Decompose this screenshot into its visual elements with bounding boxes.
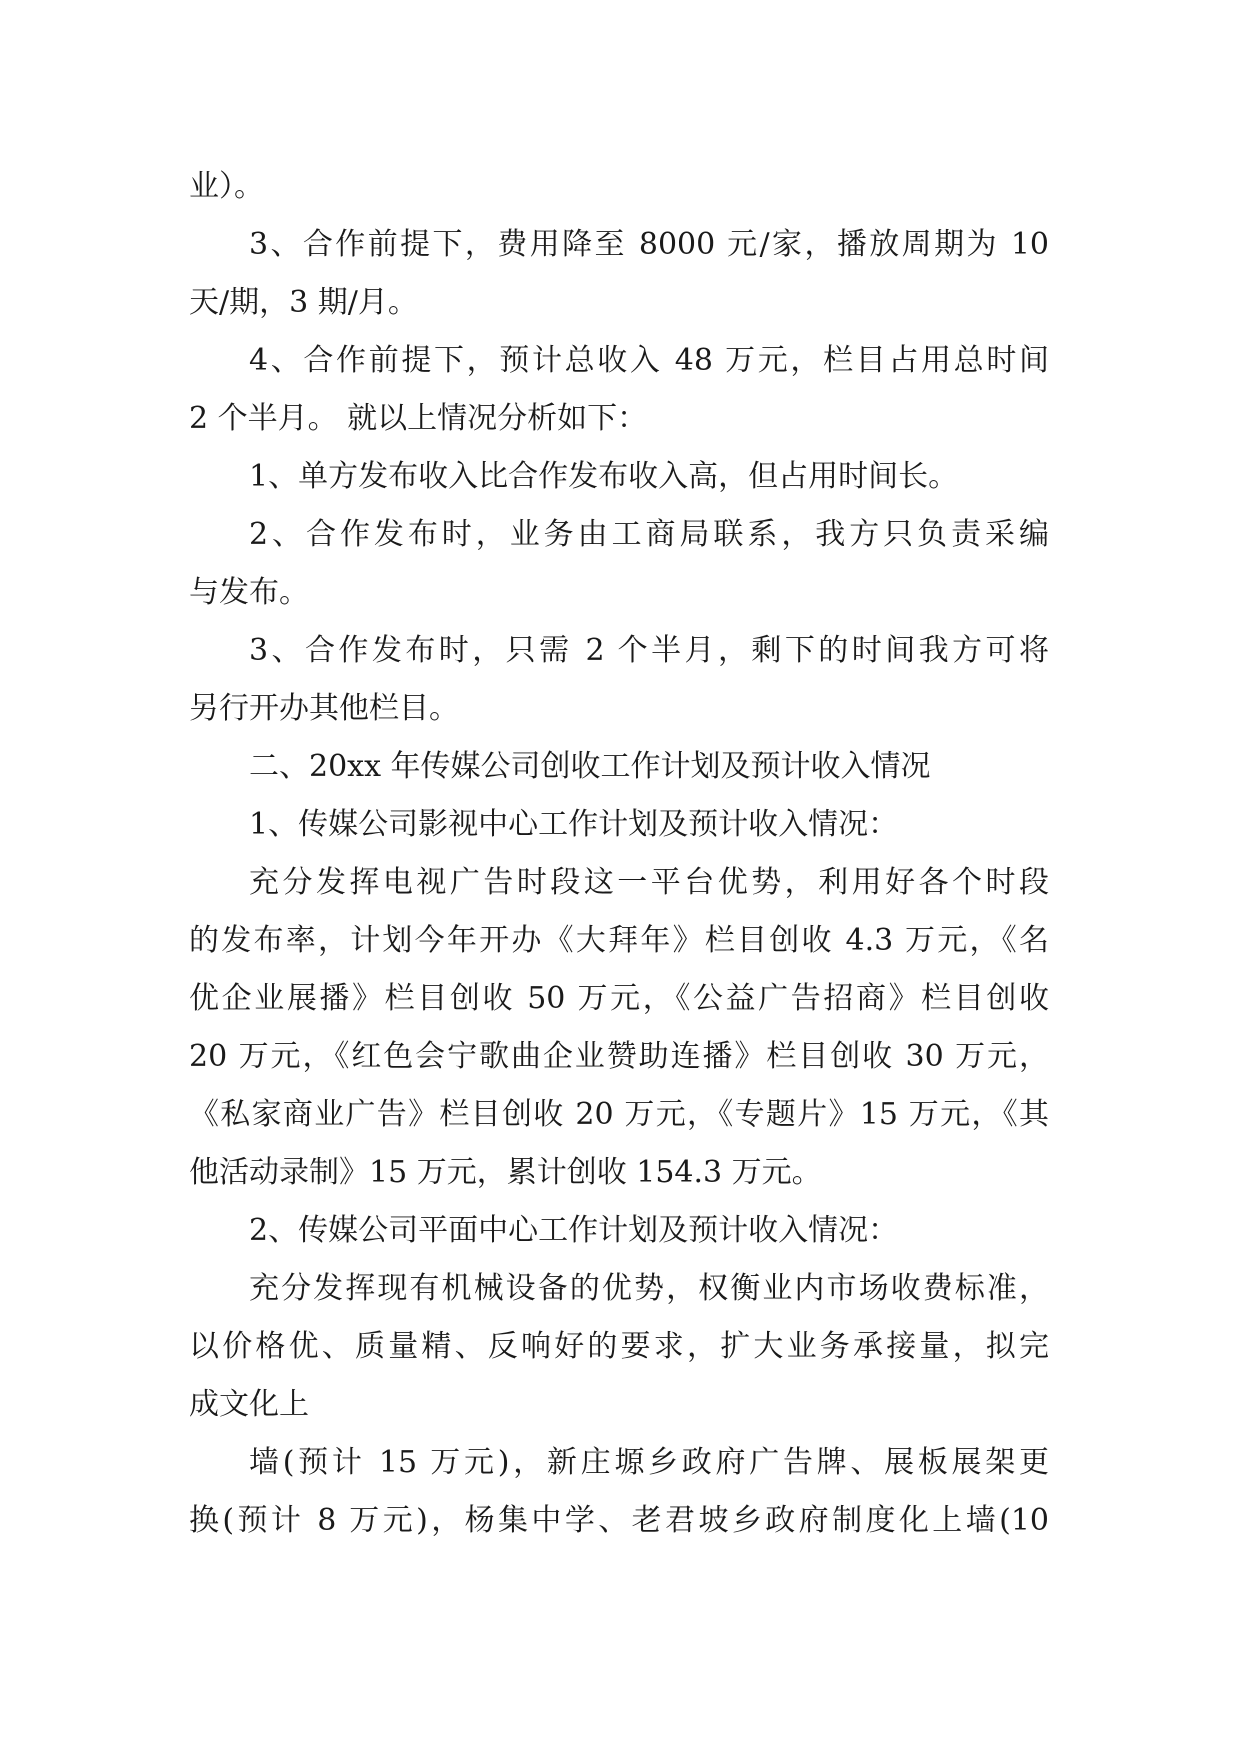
text-line: 充分发挥电视广告时段这一平台优势，利用好各个时段 [249, 865, 1049, 900]
text-line: 二、20xx 年传媒公司创收工作计划及预计收入情况 [249, 749, 931, 784]
text-line: 1、传媒公司影视中心工作计划及预计收入情况： [249, 807, 899, 842]
text-line: 墙(预计 15 万元)，新庄塬乡政府广告牌、展板展架更 [249, 1445, 1049, 1480]
text-line: 3、合作前提下，费用降至 8000 元/家，播放周期为 10 [249, 227, 1049, 262]
text-line: 2、传媒公司平面中心工作计划及预计收入情况： [249, 1213, 899, 1248]
text-line: 以价格优、质量精、反响好的要求，扩大业务承接量，拟完 [189, 1329, 1049, 1364]
text-line: 业）。 [189, 169, 264, 204]
text-line: 充分发挥现有机械设备的优势，权衡业内市场收费标准， [249, 1271, 1049, 1306]
text-line: 另行开办其他栏目。 [189, 691, 459, 726]
text-line: 3、合作发布时，只需 2 个半月，剩下的时间我方可将 [249, 633, 1049, 668]
text-line: 2、合作发布时，业务由工商局联系，我方只负责采编 [249, 517, 1049, 552]
text-line: 与发布。 [189, 575, 309, 610]
text-line: 的发布率，计划今年开办《大拜年》栏目创收 4.3 万元，《名 [189, 923, 1049, 958]
text-line: 天/期，3 期/月。 [189, 285, 418, 320]
text-line: 他活动录制》15 万元，累计创收 154.3 万元。 [189, 1155, 822, 1190]
text-line: 优企业展播》栏目创收 50 万元，《公益广告招商》栏目创收 [189, 981, 1049, 1016]
text-line: 换(预计 8 万元)，杨集中学、老君坡乡政府制度化上墙(10 [189, 1503, 1049, 1538]
text-line: 20 万元，《红色会宁歌曲企业赞助连播》栏目创收 30 万元， [189, 1039, 1049, 1074]
text-line: 成文化上 [189, 1387, 309, 1422]
text-line: 2 个半月。 就以上情况分析如下： [189, 401, 648, 436]
document-body [189, 158, 1049, 1550]
text-line: 1、单方发布收入比合作发布收入高，但占用时间长。 [249, 459, 959, 494]
text-line: 《私家商业广告》栏目创收 20 万元，《专题片》15 万元，《其 [189, 1097, 1049, 1132]
text-line: 4、合作前提下，预计总收入 48 万元，栏目占用总时间 [249, 343, 1049, 378]
